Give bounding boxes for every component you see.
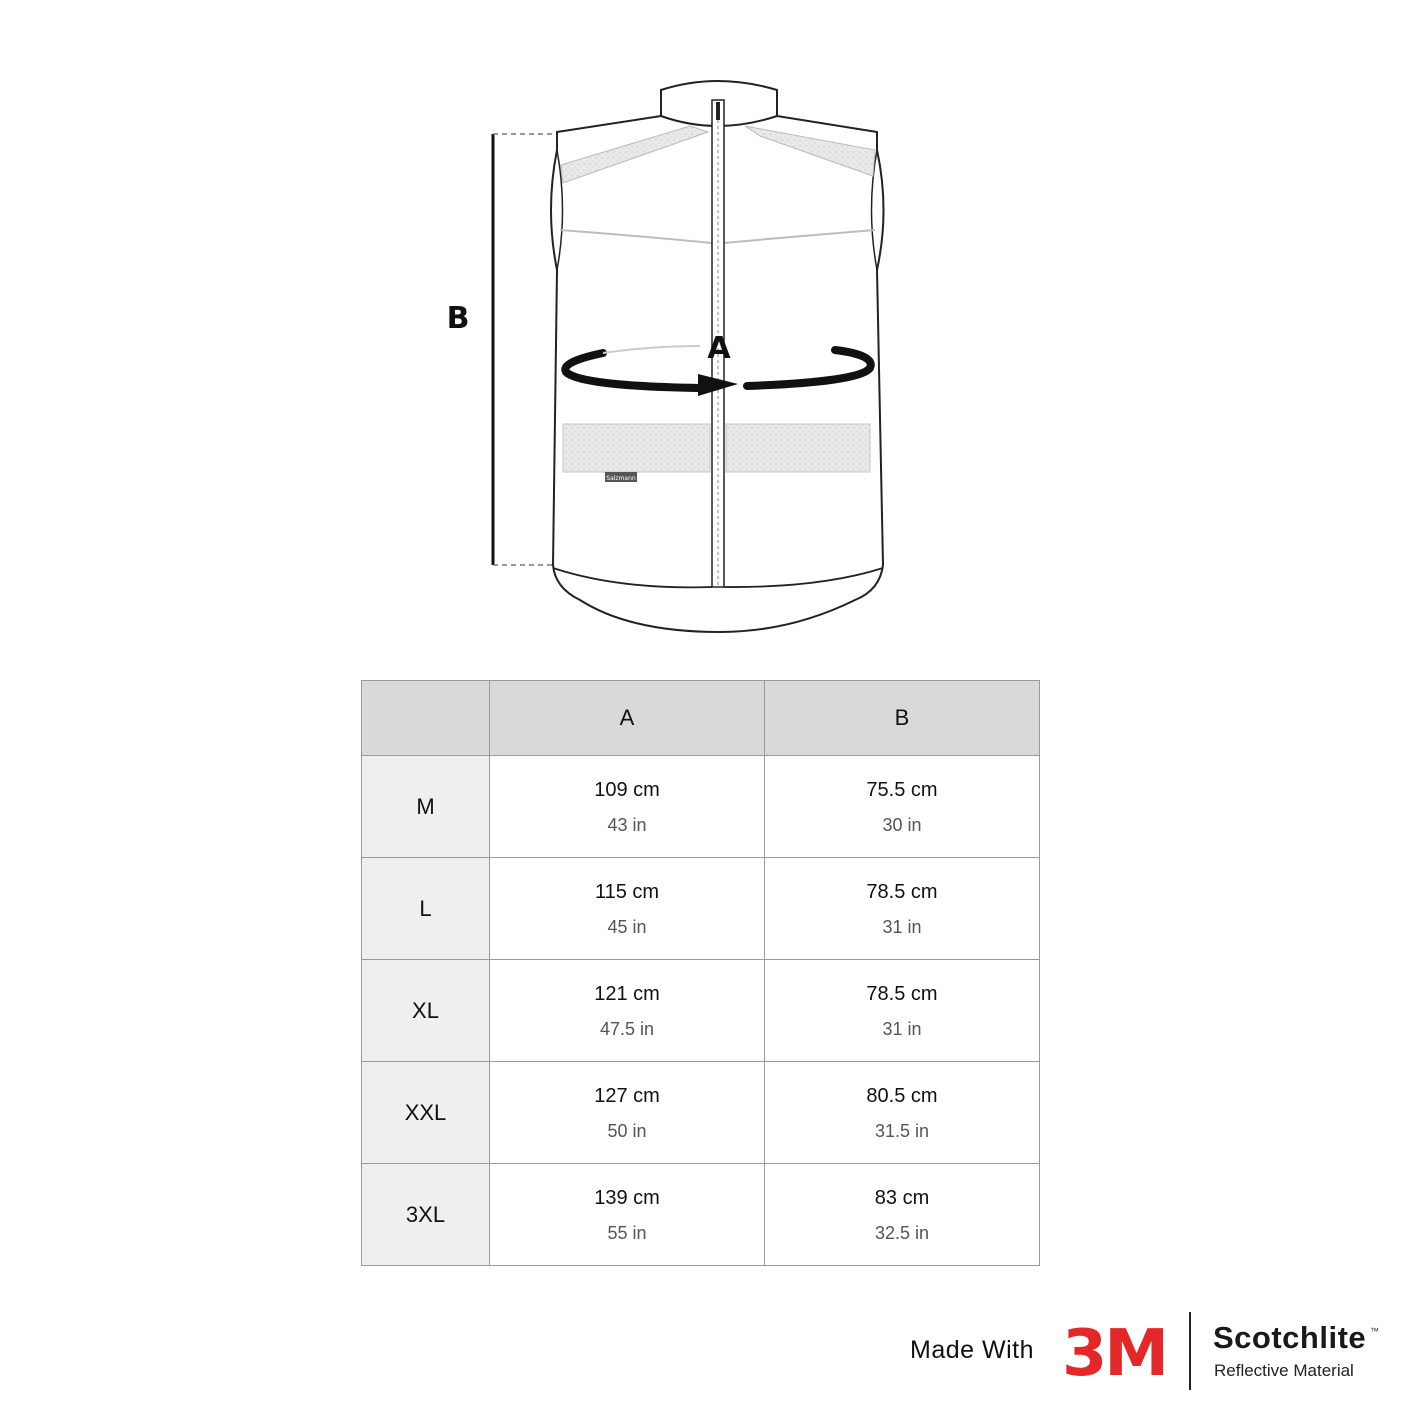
value-cm: 115 cm [594,880,660,903]
brand-tagline: Reflective Material [1214,1361,1354,1380]
value-cm: 109 cm [594,778,660,801]
measure-b-line [493,134,553,565]
footer-branding [0,1300,1408,1408]
scotchlite-brand: Scotchlite [1213,1320,1367,1355]
value-cm: 75.5 cm [866,778,938,801]
3m-logo [1062,1320,1168,1382]
size-label: XXL [362,1062,490,1164]
measure-a-cell [490,756,765,858]
value-in: 32.5 in [874,1222,930,1243]
table-row [362,1062,1040,1164]
size-label: M [362,756,490,858]
value-cm: 78.5 cm [866,982,938,1005]
measure-b-cell [765,1062,1040,1164]
value-cm: 139 cm [594,1186,660,1209]
value-cm: 83 cm [874,1186,930,1209]
svg-text:3M: 3M [1062,1320,1166,1382]
value-cm: 78.5 cm [866,880,938,903]
label-b: B [446,301,470,336]
value-cm: 121 cm [594,982,660,1005]
table-header-row [362,681,1040,756]
trademark-symbol: ™ [1370,1326,1379,1336]
value-in: 55 in [607,1222,647,1243]
table-row [362,858,1040,960]
value-in: 31 in [882,916,922,937]
measure-b-cell [765,960,1040,1062]
measure-b-cell [765,858,1040,960]
table-row [362,1164,1040,1266]
made-with-text: Made With [910,1336,1034,1364]
value-in: 45 in [607,916,647,937]
header-a: A [490,681,765,756]
size-label: XL [362,960,490,1062]
measure-a-cell [490,1062,765,1164]
reflective-band-left [563,424,710,472]
measure-a-cell [490,960,765,1062]
value-in: 31 in [882,1018,922,1039]
size-label: 3XL [362,1164,490,1266]
header-b: B [765,681,1040,756]
value-in: 30 in [882,814,922,835]
measure-a-cell [490,858,765,960]
measure-b-cell [765,756,1040,858]
reflective-band-right [726,424,870,472]
label-a: A [707,331,731,366]
svg-text:Salzmann: Salzmann [606,475,636,482]
footer-divider [1189,1312,1191,1390]
measure-a-cell [490,1164,765,1266]
value-in: 50 in [607,1120,647,1141]
table-row [362,960,1040,1062]
value-in: 47.5 in [599,1018,655,1039]
value-in: 31.5 in [874,1120,930,1141]
size-chart-table [361,680,1040,1266]
vest-diagram [0,0,1408,660]
vest-brand-tag [605,472,637,482]
value-cm: 80.5 cm [866,1084,938,1107]
measure-b-cell [765,1164,1040,1266]
value-in: 43 in [607,814,647,835]
value-cm: 127 cm [594,1084,660,1107]
size-label: L [362,858,490,960]
table-row [362,756,1040,858]
header-size [362,681,490,756]
